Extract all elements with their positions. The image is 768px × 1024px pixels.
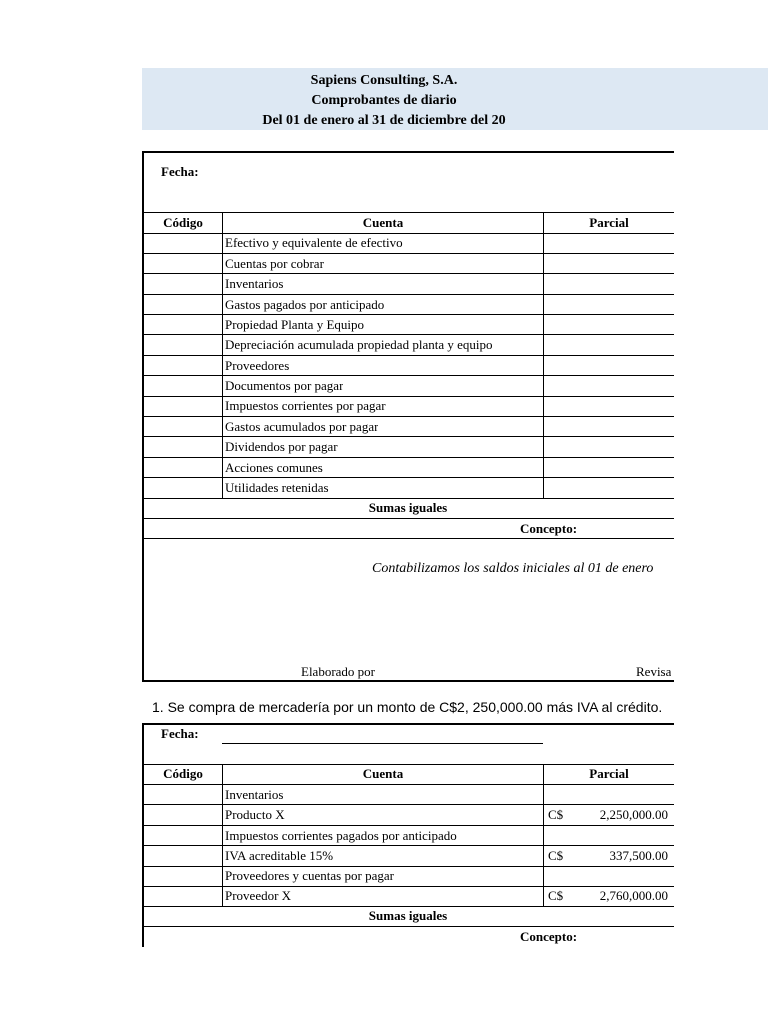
table-row: Documentos por pagar	[225, 378, 344, 393]
table-row: Proveedores	[225, 358, 290, 373]
currency-symbol: C$	[548, 807, 564, 822]
table-row: Efectivo y equivalente de efectivo	[225, 235, 403, 250]
table-row: Impuestos corrientes pagados por anticipado	[225, 828, 457, 843]
amount: 2,250,000.00	[599, 807, 668, 822]
totals-label: Sumas iguales	[368, 500, 448, 515]
column-header-account: Cuenta	[362, 766, 404, 781]
column-header-partial: Parcial	[589, 766, 629, 781]
table-row: Impuestos corrientes por pagar	[225, 398, 386, 413]
concept-label: Concepto:	[520, 521, 578, 536]
table-row: Utilidades retenidas	[225, 480, 329, 495]
table-row: Depreciación acumulada propiedad planta y equipo	[225, 337, 493, 352]
table-row: Propiedad Planta y Equipo	[225, 317, 365, 332]
date-label: Fecha:	[161, 726, 199, 741]
column-header-account: Cuenta	[362, 215, 404, 230]
table-row: IVA acreditable 15%	[225, 848, 334, 863]
concept-label: Concepto:	[520, 929, 578, 944]
report-period: Del 01 de enero al 31 de diciembre del 20	[262, 113, 506, 128]
totals-label: Sumas iguales	[368, 908, 448, 923]
prepared-by-label: Elaborado por	[301, 664, 376, 679]
concept-text: Contabilizamos los saldos iniciales al 01 de enero	[372, 561, 654, 576]
date-label: Fecha:	[161, 164, 199, 179]
date-underline	[222, 743, 543, 744]
company-name: Sapiens Consulting, S.A.	[310, 73, 458, 88]
report-title: Comprobantes de diario	[311, 93, 457, 108]
currency-symbol: C$	[548, 848, 564, 863]
table-row: Gastos acumulados por pagar	[225, 419, 379, 434]
table-row: Inventarios	[225, 787, 284, 802]
amount: 2,760,000.00	[599, 888, 668, 903]
table-row: Inventarios	[225, 276, 284, 291]
table-row: Dividendos por pagar	[225, 439, 338, 454]
table-row: Acciones comunes	[225, 460, 323, 475]
table-row: Proveedores y cuentas por pagar	[225, 868, 394, 883]
column-header-partial: Parcial	[589, 215, 629, 230]
transaction-statement: 1. Se compra de mercadería por un monto de C$2, 250,000.00 más IVA al crédito.	[152, 699, 663, 715]
reviewed-by-label: Revisa	[636, 664, 672, 679]
column-header-code: Código	[163, 215, 203, 230]
table-row: Gastos pagados por anticipado	[225, 297, 385, 312]
table-row: Proveedor X	[225, 888, 292, 903]
amount: 337,500.00	[609, 848, 668, 863]
table-row: Cuentas por cobrar	[225, 256, 324, 271]
currency-symbol: C$	[548, 888, 564, 903]
column-header-code: Código	[163, 766, 203, 781]
table-row: Producto X	[225, 807, 285, 822]
